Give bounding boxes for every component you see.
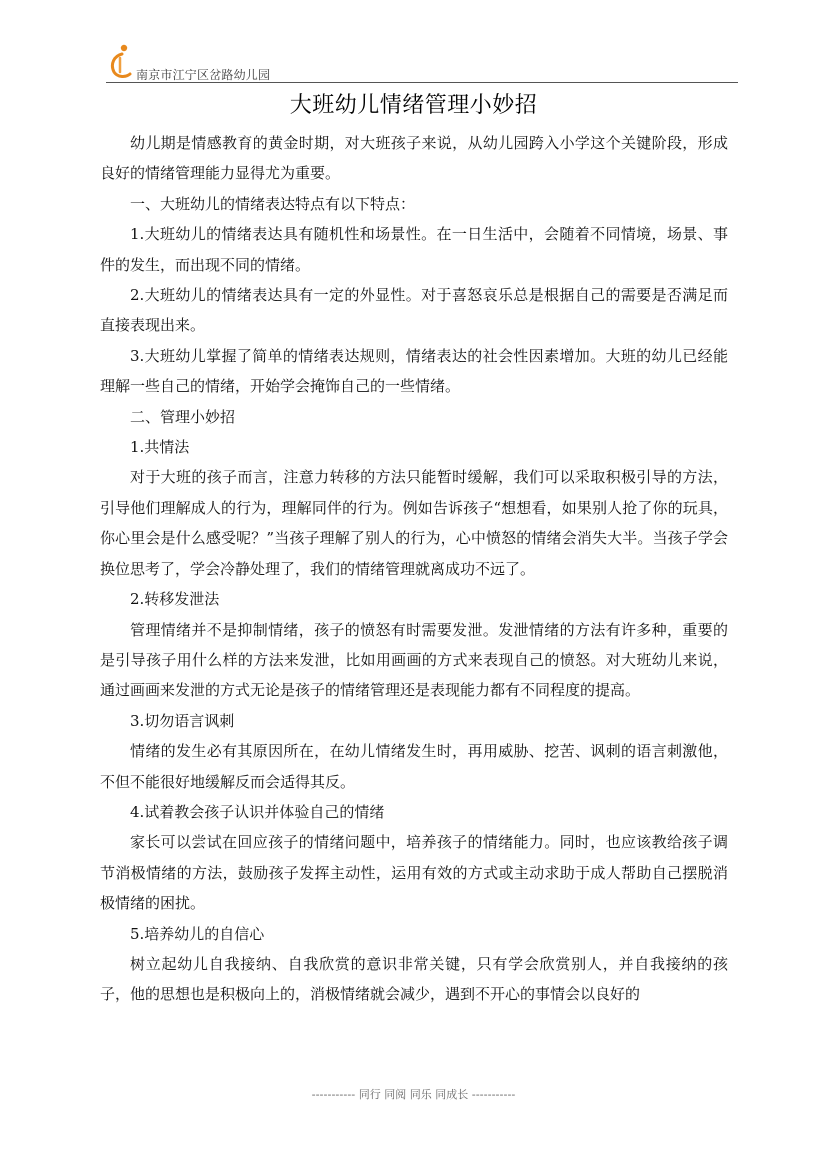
paragraph: 树立起幼儿自我接纳、自我欣赏的意识非常关键，只有学会欣赏别人，并自我接纳的孩子，他的思想也是积极向上的，消极情绪就会减少，遇到不开心的事情会以良好的 [100,954,728,1004]
section-heading: 二、管理小妙招 [130,407,236,426]
subsection-heading: 2.转移发泄法 [130,590,220,609]
paragraph: 1.大班幼儿的情绪表达具有随机性和场景性。在一日生活中，会随着不同情境，场景、事件的发生，而出现不同的情绪。 [100,225,728,274]
subsection-heading: 4.试着教会孩子认识并体验自己的情绪 [130,802,385,821]
document-body [100,128,728,1010]
paragraph: 管理情绪并不是抑制情绪，孩子的愤怒有时需要发泄。发泄情绪的方法有许多种，重要的是引导孩子用什么样的方法来发泄，比如用画画的方式来表现自己的愤怒。对大班幼儿来说，通过画画来发泄的方式无论是孩子的情绪管理还是表现能力都有不同程度的提高。 [100,620,728,700]
subsection-heading: 1.共情法 [130,438,190,457]
school-name: 南京市江宁区岔路幼儿园 [136,68,271,82]
paragraph: 家长可以尝试在回应孩子的情绪问题中，培养孩子的情绪能力。同时，也应该教给孩子调节消极情绪的方法，鼓励孩子发挥主动性，运用有效的方式或主动求助于成人帮助自己摆脱消极情绪的困扰。 [100,833,728,913]
document-title: 大班幼儿情绪管理小妙招 [289,93,538,118]
paragraph: 幼儿期是情感教育的黄金时期，对大班孩子来说，从幼儿园跨入小学这个关键阶段，形成良好的情绪管理能力显得尤为重要。 [100,134,728,183]
page-footer: ----------- 同行 同阅 同乐 同成长 ----------- [311,1088,516,1101]
paragraph: 情绪的发生必有其原因所在，在幼儿情绪发生时，再用威胁、挖苦、讽刺的语言刺激他，不但不能很好地缓解反而会适得其反。 [100,742,728,791]
paragraph: 对于大班的孩子而言，注意力转移的方法只能暂时缓解，我们可以采取积极引导的方法，引导他们理解成人的行为，理解同伴的行为。例如告诉孩子“想想看，如果别人抢了你的玩具，你心里会是什么感受呢？”当孩子理解了别人的行为，心中愤怒的情绪会消失大半。当孩子学会换位思考了，学会冷静处理了，我们的情绪管理就离成功不远了。 [100,468,728,578]
section-heading: 一、大班幼儿的情绪表达特点有以下特点： [130,194,416,213]
page-header [106,40,738,82]
paragraph: 2.大班幼儿的情绪表达具有一定的外显性。对于喜怒哀乐总是根据自己的需要是否满足而直接表现出来。 [100,286,728,335]
subsection-heading: 5.培养幼儿的自信心 [130,924,265,943]
subsection-heading: 3.切勿语言讽刺 [130,711,235,730]
header-divider [106,82,738,83]
kindergarten-logo-icon [108,42,136,80]
paragraph: 3.大班幼儿掌握了简单的情绪表达规则，情绪表达的社会性因素增加。大班的幼儿已经能理解一些自己的情绪，开始学会掩饰自己的一些情绪。 [100,346,728,396]
